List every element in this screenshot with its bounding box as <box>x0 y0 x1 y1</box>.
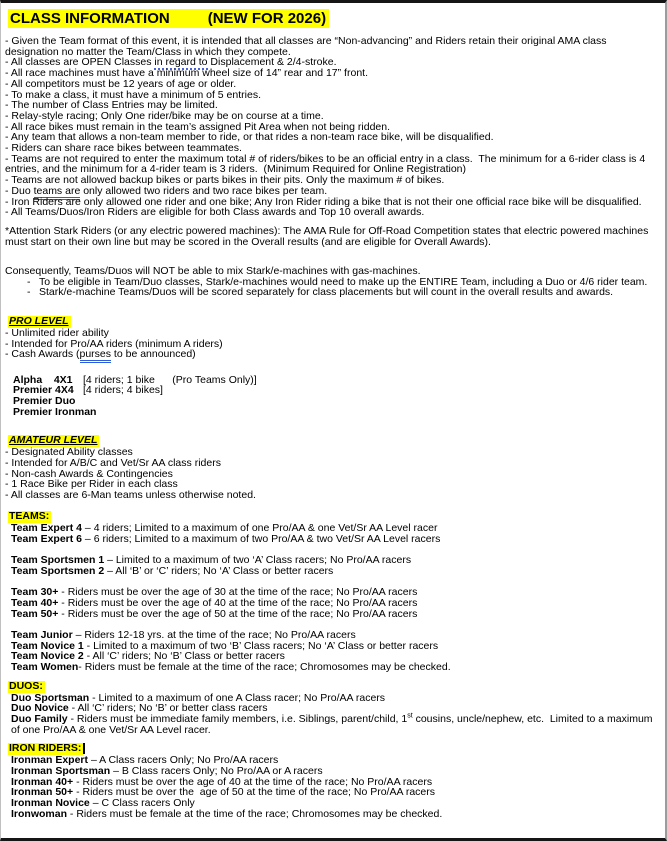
pro-class-line <box>5 385 657 396</box>
class-desc: - All ‘C’ riders; No ‘B’ or better class racers <box>68 702 268 715</box>
rule-line: - Unlimited rider ability <box>5 326 109 339</box>
rule-line: - All race machines must have a minimum wheel size of 14” rear and 17” front. <box>5 67 368 80</box>
bullet-text: To be eligible in Team/Duo classes, Stark/e-machines would need to make up the ENTIRE Team, including a Duo or 4/6 rider team. <box>39 275 648 288</box>
class-name: Duo Family <box>11 712 68 725</box>
class-name: Team Sportsmen 2 <box>11 564 105 577</box>
class-desc: – All ‘B’ or ‘C’ riders; No ‘A’ Class or better racers <box>104 564 334 577</box>
grammar-dotted-underline: in regard to <box>154 56 208 69</box>
class-desc: - All ‘C’ riders; No ‘B’ Class or better racers <box>83 650 285 663</box>
class-desc: – C Class racers Only <box>89 796 195 809</box>
rule-line: - Intended for A/B/C and Vet/Sr AA class riders <box>5 456 221 469</box>
rule-line: - Riders can share race bikes between teammates. <box>5 142 242 155</box>
rule-line: - Any team that allows a non-team member to ride, or that rides a non-team race bike, will be disqualified. <box>5 131 494 144</box>
class-desc: - Riders must be female at the time of the race; Chromosomes may be checked. <box>78 661 451 674</box>
class-name: Ironman Expert <box>11 754 89 767</box>
class-desc: - Riders must be over the age of 50 at the time of the race; No Pro/AA racers <box>73 786 435 799</box>
class-desc: – Riders 12-18 yrs. at the time of the race; No Pro/AA racers <box>72 629 356 642</box>
amateur-level-heading: AMATEUR LEVEL <box>9 434 98 447</box>
spacer <box>5 298 657 316</box>
class-name: Team Expert 4 <box>11 522 83 535</box>
class-name: Ironwoman <box>11 807 68 820</box>
rule-text: - All classes are OPEN Classes <box>5 56 155 69</box>
title-row <box>8 9 657 28</box>
class-desc: - Riders must be over the age of 50 at the time of the race; No Pro/AA racers <box>58 607 418 620</box>
iron-class-line <box>5 809 657 820</box>
bullet-text: Stark/e-machine Teams/Duos will be scored separately for class placements but will count in the overall results and awards. <box>39 286 614 299</box>
class-desc: [4 riders; 1 bike (Pro Teams Only)] <box>83 373 257 386</box>
class-name: Premier Ironman <box>13 405 97 418</box>
bullet-dash: - <box>27 275 31 288</box>
class-name: Ironman 50+ <box>11 786 74 799</box>
class-desc: cousins, uncle/nephew, etc. Limited to a maximum of one Pro/AA & one Vet/Sr AA Level racer. <box>11 712 656 736</box>
class-desc: - Riders must be female at the time of the race; Chromosomes may be checked. <box>67 807 443 820</box>
pro-class-line <box>5 407 657 418</box>
rule-text: Displacement & 2/4-stroke. <box>207 56 337 69</box>
class-desc: – B Class racers Only; No Pro/AA or A racers <box>110 764 323 777</box>
class-name: Ironman 40+ <box>11 775 74 788</box>
class-name: Team Junior <box>11 629 73 642</box>
pro-class-line <box>5 396 657 407</box>
class-name: Team 50+ <box>11 607 59 620</box>
team-class-line <box>5 662 657 673</box>
teams-heading: TEAMS: <box>9 510 50 523</box>
class-name: Premier Duo <box>13 395 76 408</box>
rule-line: - Given the Team format of this event, it is intended that all classes are “Non-advancing” and Riders retain their original AMA class designation no matter the Team/Class in which they compete. <box>5 35 610 58</box>
bullet-dash: - <box>27 286 31 299</box>
rule-line <box>5 186 657 197</box>
rule-line: - To make a class, it must have a minimum of 5 entries. <box>5 88 261 101</box>
rule-line: - Designated Ability classes <box>5 446 133 459</box>
class-name: Team Women <box>11 661 79 674</box>
class-desc: - Riders must be over the age of 30 at the time of the race; No Pro/AA racers <box>58 586 418 599</box>
iron-riders-heading: IRON RIDERS: <box>9 742 82 755</box>
class-desc: - Limited to a maximum of one A Class racer; No Pro/AA racers <box>89 691 386 704</box>
stark-consequently-line: Consequently, Teams/Duos will NOT be able to mix Stark/e-machines with gas-machines. <box>5 265 421 278</box>
class-name: Team Expert 6 <box>11 532 83 545</box>
class-name: Ironman Novice <box>11 796 90 809</box>
class-name: Team Sportsmen 1 <box>11 554 105 567</box>
class-desc: – A Class racers Only; No Pro/AA racers <box>88 754 279 767</box>
class-name: Premier 4X4 <box>13 384 74 397</box>
rule-text: - Cash Awards ( <box>5 348 80 361</box>
grammar-blue-underline: purses <box>80 348 112 363</box>
class-desc: – 6 riders; Limited to a maximum of two Pro/AA & two Vet/Sr AA Level racers <box>82 532 441 545</box>
text-cursor <box>83 743 85 754</box>
class-desc: - Limited to a maximum of two ‘B’ Class racers; No ‘A’ Class or better racers <box>83 639 439 652</box>
spacer <box>5 673 657 681</box>
page-title <box>8 9 329 28</box>
rule-text: to be announced) <box>111 348 196 361</box>
spacer <box>5 247 657 258</box>
class-desc: - Riders must be over the age of 40 at the time of the race; No Pro/AA racers <box>73 775 433 788</box>
rule-text: only allowed two riders and two race bikes per team. <box>80 184 328 197</box>
rule-line: - Intended for Pro/AA riders (minimum A riders) <box>5 337 223 350</box>
rule-line: - All classes are 6-Man teams unless otherwise noted. <box>5 488 256 501</box>
rule-line <box>5 349 657 360</box>
stark-attention-paragraph: *Attention Stark Riders (or any electric powered machines): The AMA Rule for Off-Road Competition states that electric powered machines must start on their own line but may be scored in the Overall results (and are eligible for Overall Awards). <box>5 224 652 248</box>
rule-line: - All competitors must be 12 years of age or older. <box>5 77 237 90</box>
spacer <box>5 735 657 743</box>
spacer <box>5 417 657 435</box>
duo-family-line <box>5 714 657 735</box>
page-title-main: CLASS INFORMATION <box>10 10 170 27</box>
team-class-line <box>5 566 657 577</box>
rule-line: - Iron Riders are only allowed one rider and one bike; Any Iron Rider riding a bike that is not their one official race bike will be disqualified. <box>5 195 642 208</box>
rule-text: - Duo <box>5 184 34 197</box>
class-name: Duo Sportsman <box>11 691 90 704</box>
rule-line: - All Teams/Duos/Iron Riders are eligible for both Class awards and Top 10 overall awards. <box>5 206 425 219</box>
class-name: Team Novice 2 <box>11 650 84 663</box>
spacer <box>5 501 657 512</box>
rule-line: - All race bikes must remain in the team’s assigned Pit Area when not being ridden. <box>5 120 391 133</box>
class-desc: [4 riders; 4 bikes] <box>83 384 163 397</box>
class-desc: - Riders must be over the age of 40 at the time of the race; No Pro/AA racers <box>58 596 418 609</box>
pro-level-heading: PRO LEVEL <box>9 315 69 328</box>
team-class-line <box>5 534 657 545</box>
class-desc: - Riders must be immediate family members, i.e. Siblings, parent/child, 1 <box>67 712 408 725</box>
class-name: Alpha 4X1 <box>13 373 73 386</box>
page-title-suffix: (NEW FOR 2026) <box>207 10 327 27</box>
duos-heading: DUOS: <box>9 679 43 692</box>
rule-line: - Teams are not allowed backup bikes or parts bikes in their pits. Only the maximum # of bikes. <box>5 174 445 187</box>
rule-line: - Teams are not required to enter the maximum total # of riders/bikes to be an official entry in a class. The minimum for a 6-rider class is 4 entries, and the minimum for a 4-rider team is 3 riders. (Minimum Required for Online Registration) <box>5 152 649 176</box>
class-name: Team 40+ <box>11 596 59 609</box>
rule-line: - 1 Race Bike per Rider in each class <box>5 478 178 491</box>
team-class-line <box>5 609 657 620</box>
class-name: Team Novice 1 <box>11 639 84 652</box>
ordinal-superscript: st <box>407 712 413 720</box>
class-name: Duo Novice <box>11 702 69 715</box>
rule-line: - Relay-style racing; Only One rider/bike may be on course at a time. <box>5 109 324 122</box>
rule-line: - Non-cash Awards & Contingencies <box>5 467 173 480</box>
class-name: Team 30+ <box>11 586 59 599</box>
class-desc: – Limited to a maximum of two ‘A’ Class racers; No Pro/AA racers <box>104 554 412 567</box>
stark-bullet <box>5 287 657 298</box>
rule-line: - The number of Class Entries may be limited. <box>5 99 218 112</box>
class-desc: – 4 riders; Limited to a maximum of one Pro/AA & one Vet/Sr AA Level racer <box>82 522 438 535</box>
class-name: Ironman Sportsman <box>11 764 111 777</box>
grammar-blue-underline: teams are <box>34 185 81 200</box>
